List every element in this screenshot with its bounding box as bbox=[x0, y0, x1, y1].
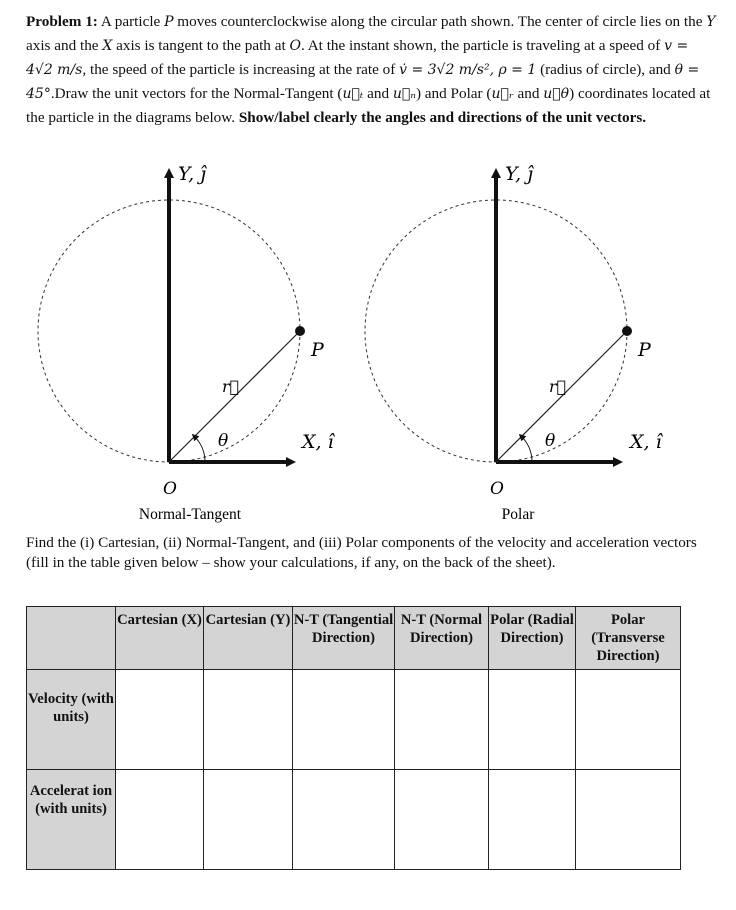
problem-text: axis and the bbox=[26, 37, 103, 54]
particle-p bbox=[295, 326, 305, 336]
accel-cartesian-y-cell[interactable] bbox=[204, 770, 293, 870]
table-header-corner bbox=[27, 607, 116, 670]
accel-nt-normal-cell[interactable] bbox=[395, 770, 489, 870]
problem-text: . At the instant shown, the particle is traveling at a speed of bbox=[300, 37, 665, 54]
unit-vector-un: u⃗ₙ bbox=[392, 86, 416, 102]
accel-polar-transverse-cell[interactable] bbox=[576, 770, 681, 870]
var-o: O bbox=[289, 38, 301, 54]
problem-text: and bbox=[513, 85, 544, 102]
velocity-cartesian-x-cell[interactable] bbox=[116, 670, 204, 770]
table-header-polar-transverse: Polar (Transverse Direction) bbox=[576, 607, 681, 670]
velocity-nt-tangential-cell[interactable] bbox=[293, 670, 395, 770]
accel-cartesian-x-cell[interactable] bbox=[116, 770, 204, 870]
instructions-text: Find the (i) Cartesian, (ii) Normal-Tangent, and (iii) Polar components of the velocity and acceleration vectors (fill in the table given below – show your calculations, if any, on the back of the sheet). bbox=[26, 534, 697, 571]
table-header-nt-tangential: N-T (Tangential Direction) bbox=[293, 607, 395, 670]
table-header-cartesian-x: Cartesian (X) bbox=[116, 607, 204, 670]
diagram-caption: Polar bbox=[501, 506, 535, 523]
problem-text: and bbox=[363, 85, 393, 102]
var-y: Y bbox=[706, 14, 716, 30]
diagram-normal-tangent bbox=[38, 163, 336, 523]
row-label-acceleration bbox=[27, 770, 116, 870]
row-label-velocity bbox=[27, 670, 116, 770]
problem-heading: Problem 1: bbox=[26, 13, 98, 30]
speed-value: v = 4√2 m/s bbox=[26, 38, 689, 78]
origin-label: O bbox=[163, 479, 177, 499]
row-label-text: Accelerat ion (with units) bbox=[29, 783, 113, 817]
velocity-polar-radial-cell[interactable] bbox=[489, 670, 576, 770]
r-vector-label: r⃗ bbox=[222, 377, 240, 396]
position-vector bbox=[496, 331, 627, 462]
point-p-label: P bbox=[638, 339, 651, 361]
theta-label: θ bbox=[545, 431, 556, 451]
diagram-caption: Normal-Tangent bbox=[138, 506, 242, 523]
problem-text: moves counterclockwise along the circular path shown. The center of circle lies on the bbox=[173, 13, 707, 30]
accel-nt-tangential-cell[interactable] bbox=[293, 770, 395, 870]
velocity-nt-normal-cell[interactable] bbox=[395, 670, 489, 770]
velocity-polar-transverse-cell[interactable] bbox=[576, 670, 681, 770]
problem-text: ) and Polar ( bbox=[415, 85, 492, 102]
problem-text: A particle bbox=[97, 13, 165, 30]
unit-vector-utheta: u⃗θ bbox=[543, 86, 570, 102]
theta-label: θ bbox=[218, 431, 229, 451]
problem-text: , the speed of the particle is increasing at the rate of bbox=[82, 61, 400, 78]
origin-label: O bbox=[490, 479, 504, 499]
problem-text: .Draw the unit vectors for the Normal-Tangent ( bbox=[50, 85, 343, 102]
answer-table bbox=[26, 606, 681, 870]
r-vector-label: r⃗ bbox=[549, 377, 567, 396]
x-axis-label: X, î bbox=[630, 431, 662, 453]
problem-text: (radius of circle), and bbox=[536, 61, 675, 78]
table-header-polar-radial: Polar (Radial Direction) bbox=[489, 607, 576, 670]
x-axis-label: X, î bbox=[302, 431, 334, 453]
table-row bbox=[27, 770, 681, 870]
row-label-text: Velocity (with units) bbox=[28, 691, 114, 725]
table-row bbox=[27, 670, 681, 770]
problem-emphasis: Show/label clearly the angles and directions of the unit vectors. bbox=[238, 109, 647, 126]
accel-value: v̇ = 3√2 m/s², ρ = 1 bbox=[399, 62, 537, 78]
problem-text: ) coordinates located at the particle in the diagrams below. bbox=[26, 85, 711, 126]
theta-value: θ = 45° bbox=[26, 62, 700, 102]
var-p: P bbox=[164, 14, 174, 30]
unit-vector-ut: u⃗ₜ bbox=[342, 86, 364, 102]
diagram-polar bbox=[365, 163, 664, 523]
y-axis-label: Y, ĵ bbox=[178, 163, 207, 185]
velocity-cartesian-y-cell[interactable] bbox=[204, 670, 293, 770]
position-vector bbox=[169, 331, 300, 462]
unit-vector-ur: u⃗ᵣ bbox=[491, 86, 514, 102]
particle-p bbox=[622, 326, 632, 336]
table-header-row bbox=[27, 607, 681, 670]
y-axis-label: Y, ĵ bbox=[505, 163, 534, 185]
problem-text: axis is tangent to the path at bbox=[112, 37, 290, 54]
point-p-label: P bbox=[311, 339, 324, 361]
table-header-nt-normal: N-T (Normal Direction) bbox=[395, 607, 489, 670]
accel-polar-radial-cell[interactable] bbox=[489, 770, 576, 870]
var-x: X bbox=[102, 38, 113, 54]
table-header-cartesian-y: Cartesian (Y) bbox=[204, 607, 293, 670]
